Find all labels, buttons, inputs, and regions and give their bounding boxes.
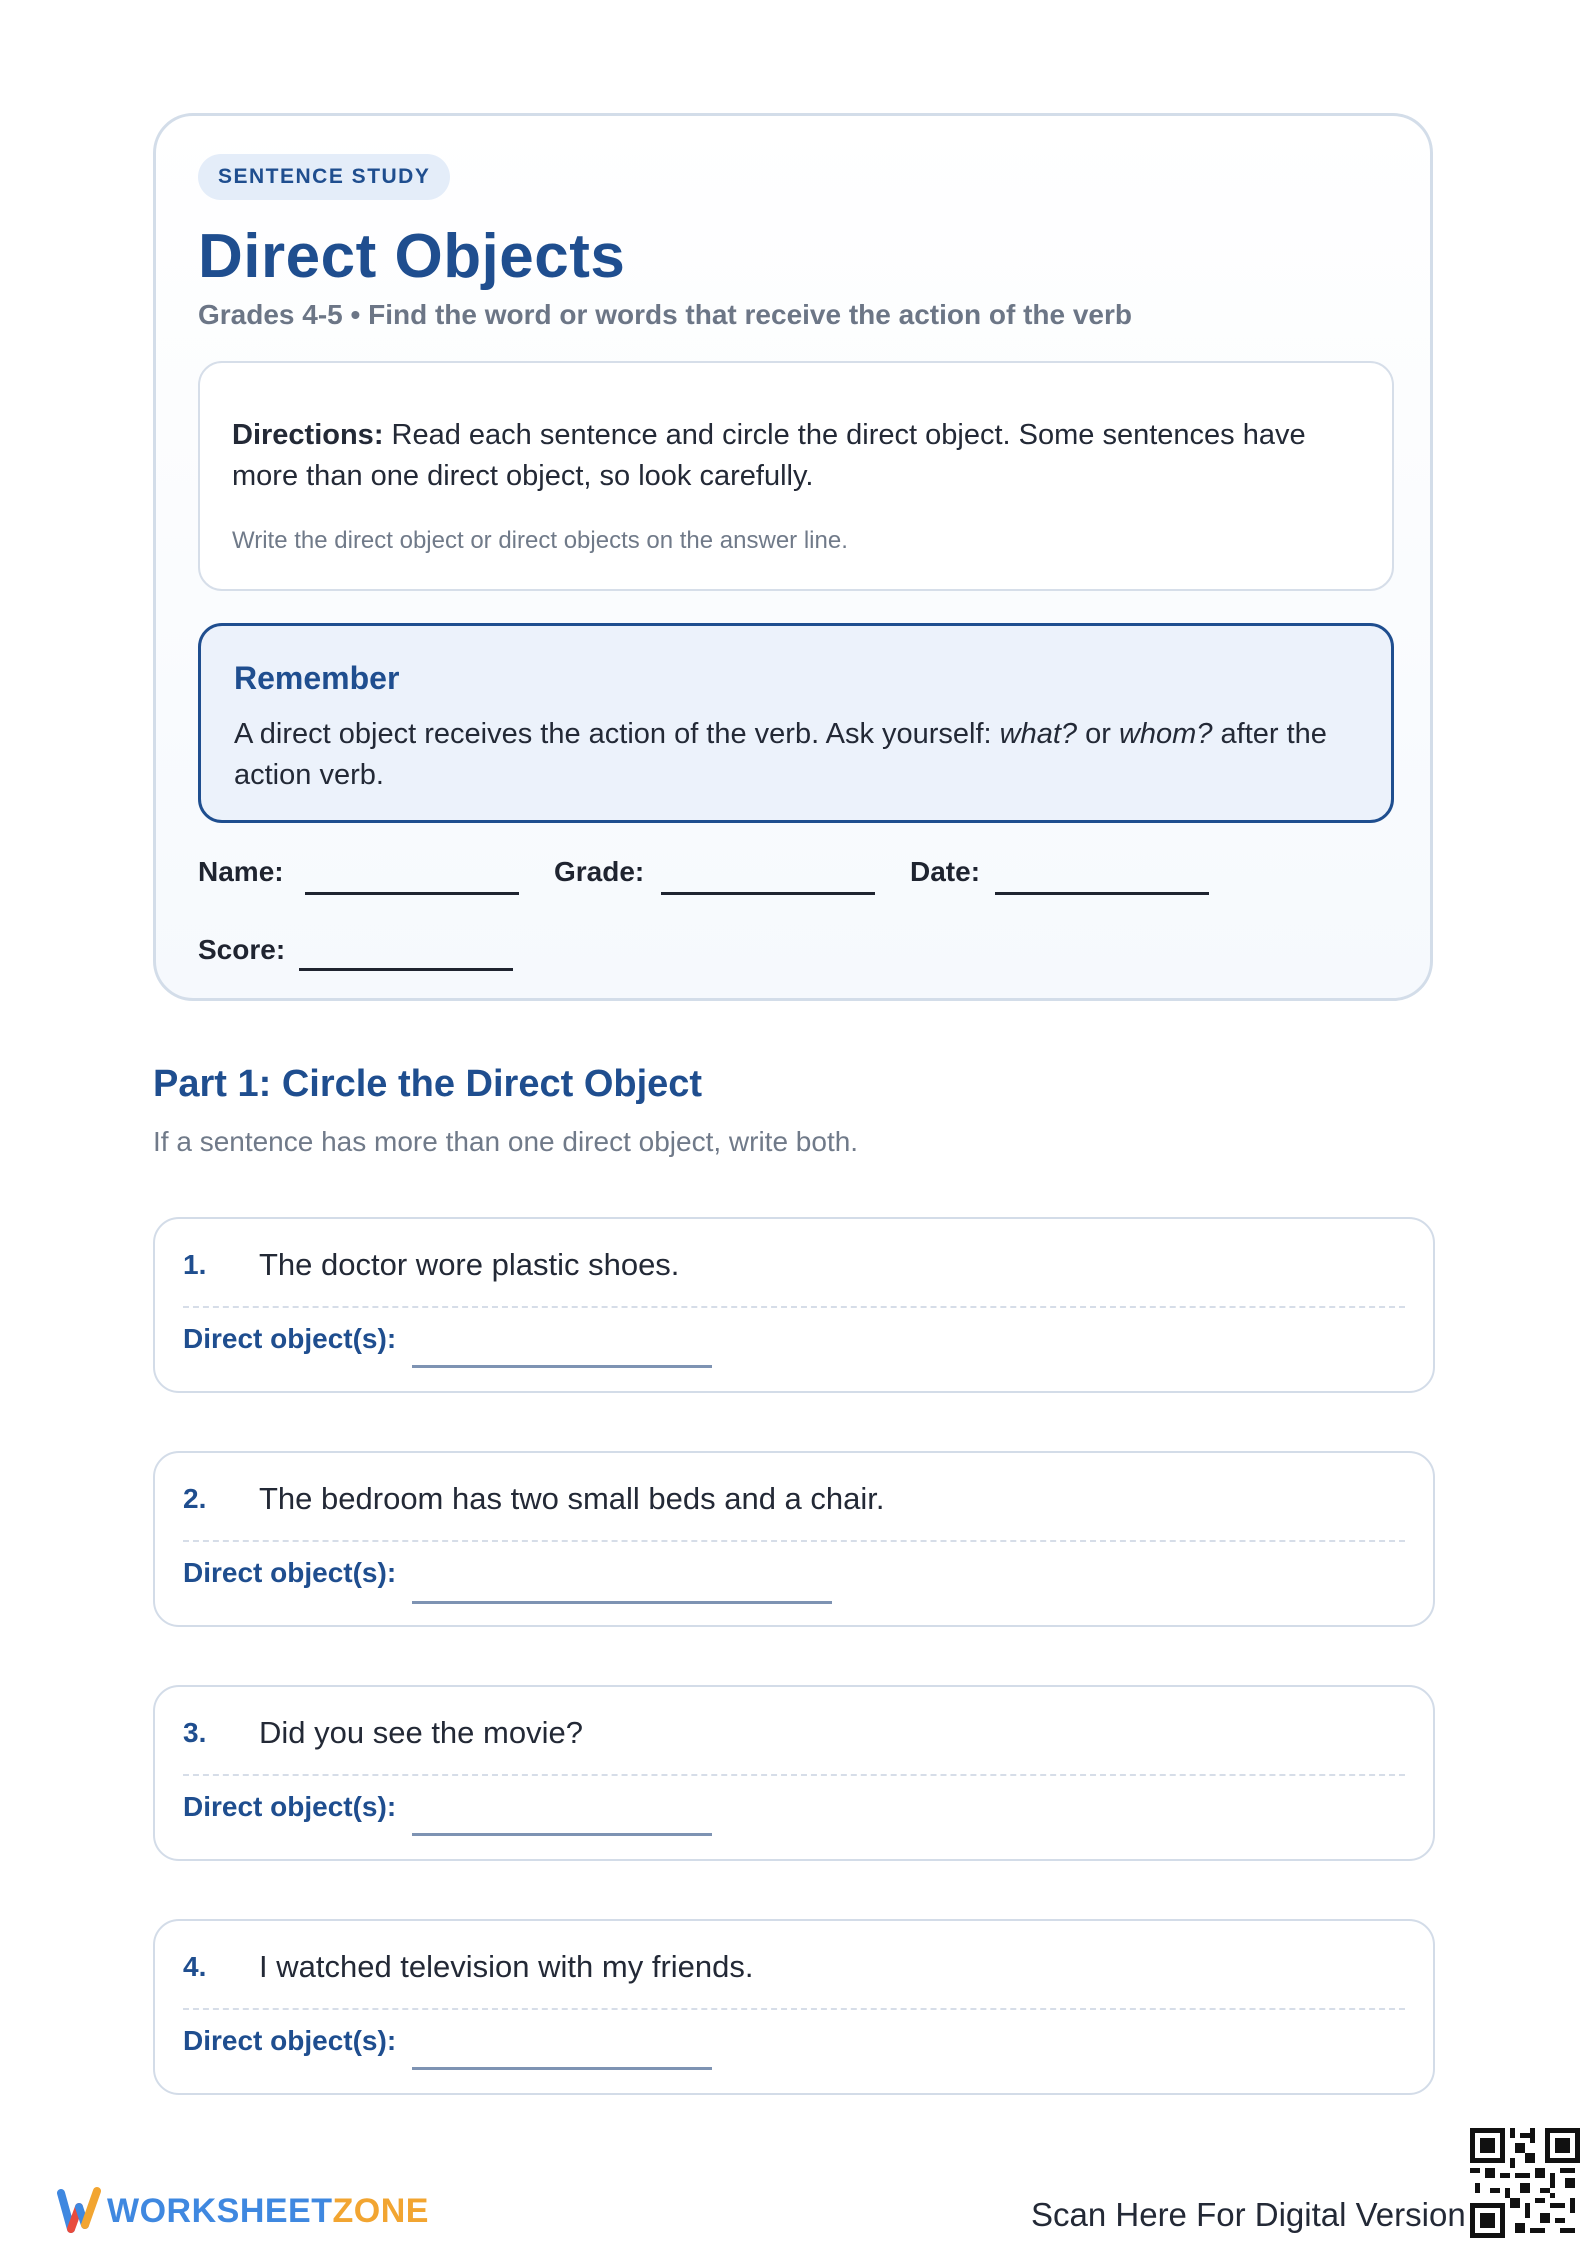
page-subtitle: Grades 4-5 • Find the word or words that receive the action of the verb (198, 299, 1132, 330)
remember-text (234, 714, 1354, 796)
question-card-3 (153, 1685, 1435, 1861)
worksheetzone-logo-text (107, 2192, 429, 2231)
score-field[interactable] (299, 968, 513, 971)
name-label: Name: (198, 856, 284, 887)
question-card-1 (153, 1217, 1435, 1393)
date-field[interactable] (995, 892, 1209, 895)
remember-text-before: A direct object receives the action of the verb. Ask yourself: (234, 718, 1000, 750)
part1-note: If a sentence has more than one direct object, write both. (153, 1126, 859, 1157)
grade-label: Grade: (554, 856, 645, 887)
question-sentence: The doctor wore plastic shoes. (259, 1247, 680, 1282)
question-card-4 (153, 1919, 1435, 2095)
logo-text-worksheet: WORKSHEET (107, 2192, 333, 2230)
answer-line[interactable] (412, 1601, 832, 1604)
question-card-2 (153, 1451, 1435, 1627)
question-number: 4. (183, 1951, 207, 1982)
answer-line[interactable] (412, 1365, 712, 1368)
directions-box (198, 361, 1394, 591)
question-sentence: I watched television with my friends. (259, 1949, 754, 1984)
directions-label: Directions: (232, 419, 384, 451)
directions-note: Write the direct object or direct objects on the answer line. (232, 527, 848, 554)
header-card (153, 113, 1433, 1001)
worksheetzone-logo-icon (57, 2183, 101, 2237)
dashed-divider (183, 1540, 1405, 1542)
question-sentence: Did you see the movie? (259, 1715, 583, 1750)
section-badge: SENTENCE STUDY (198, 154, 450, 200)
dashed-divider (183, 1306, 1405, 1308)
dashed-divider (183, 2008, 1405, 2010)
answer-label: Direct object(s): (183, 1557, 397, 1588)
question-number: 2. (183, 1483, 207, 1514)
date-label: Date: (910, 856, 981, 887)
name-field[interactable] (305, 892, 519, 895)
logo-text-zone: ZONE (332, 2192, 429, 2230)
question-sentence: The bedroom has two small beds and a chair. (259, 1481, 885, 1516)
answer-label: Direct object(s): (183, 1323, 397, 1354)
remember-text-after: after the action verb. (234, 718, 1327, 791)
part1-title: Part 1: Circle the Direct Object (153, 1063, 703, 1105)
grade-field[interactable] (661, 892, 875, 895)
score-label: Score: (198, 934, 286, 965)
answer-line[interactable] (412, 1833, 712, 1836)
dashed-divider (183, 1774, 1405, 1776)
remember-box (198, 623, 1394, 823)
scan-text: Scan Here For Digital Version (1031, 2196, 1466, 2233)
answer-label: Direct object(s): (183, 2025, 397, 2056)
answer-line[interactable] (412, 2067, 712, 2070)
qr-code-icon (1470, 2128, 1580, 2238)
remember-what: what? (999, 718, 1078, 750)
answer-label: Direct object(s): (183, 1791, 397, 1822)
question-number: 3. (183, 1717, 207, 1748)
question-number: 1. (183, 1249, 207, 1280)
remember-or: or (1077, 718, 1119, 750)
remember-whom: whom? (1118, 718, 1213, 750)
directions-body: Read each sentence and circle the direct object. Some sentences have more than one direct object, so look carefully. (232, 419, 1306, 492)
page-title: Direct Objects (198, 222, 626, 291)
remember-title: Remember (234, 660, 400, 696)
directions-text (232, 415, 1362, 497)
